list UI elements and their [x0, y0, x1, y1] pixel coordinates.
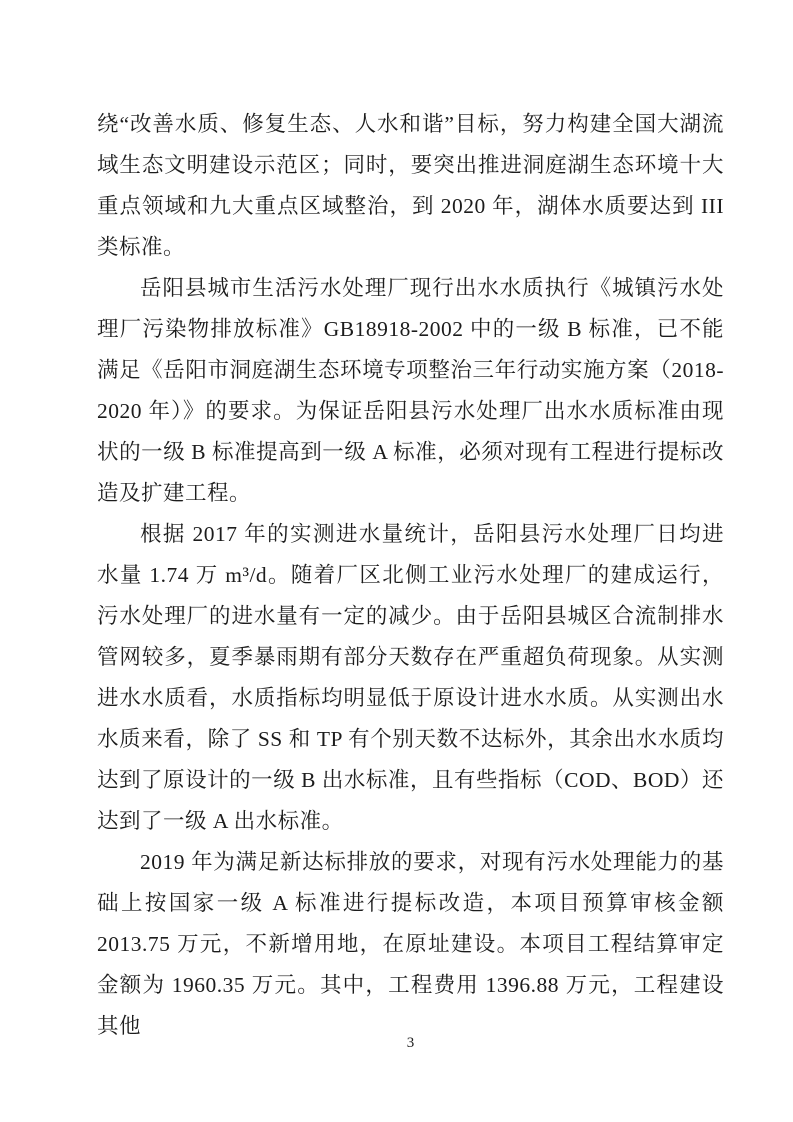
- document-body-text: [97, 104, 724, 1047]
- paragraph-continuation: 绕“改善水质、修复生态、人水和谐”目标，努力构建全国大湖流域生态文明建设示范区；同时，要突出推进洞庭湖生态环境十大重点领域和九大重点区域整治，到 2020 年，湖体水质要达到 III 类标准。: [97, 112, 724, 259]
- page-number: 3: [406, 1035, 415, 1051]
- page-footer: [97, 1033, 724, 1053]
- paragraph-project-budget: 2019 年为满足新达标排放的要求，对现有污水处理能力的基础上按国家一级 A 标准进行提标改造，本项目预算审核金额 2013.75 万元，不新增用地，在原址建设。本项目工程结算审定金额为 1960.35 万元。其中，工程费用 1396.88 万元，工程建设其他: [97, 850, 724, 1038]
- paragraph-inflow-statistics: 根据 2017 年的实测进水量统计，岳阳县污水处理厂日均进水量 1.74 万 m³/d。随着厂区北侧工业污水处理厂的建成运行，污水处理厂的进水量有一定的减少。由于岳阳县城区合流制排水管网较多，夏季暴雨期有部分天数存在严重超负荷现象。从实测进水水质看，水质指标均明显低于原设计进水水质。从实测出水水质来看，除了 SS 和 TP 有个别天数不达标外，其余出水水质均达到了原设计的一级 B 出水标准，且有些指标（COD、BOD）还达到了一级 A 出水标准。: [97, 522, 724, 833]
- paragraph-current-standard: 岳阳县城市生活污水处理厂现行出水水质执行《城镇污水处理厂污染物排放标准》GB18918-2002 中的一级 B 标准，已不能满足《岳阳市洞庭湖生态环境专项整治三年行动实施方案（2018-2020 年）》的要求。为保证岳阳县污水处理厂出水水质标准由现状的一级 B 标准提高到一级 A 标准，必须对现有工程进行提标改造及扩建工程。: [97, 276, 724, 505]
